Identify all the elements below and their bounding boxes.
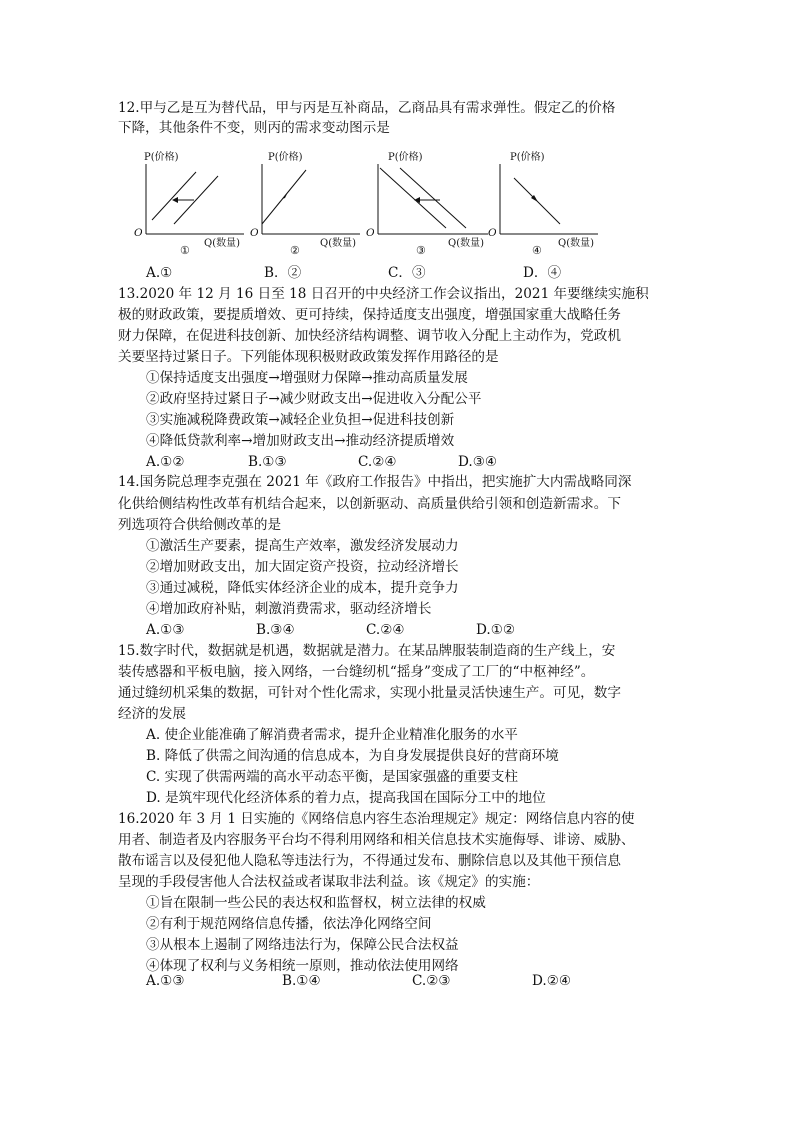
q12-graph-1	[126, 148, 251, 258]
q13-stem-line-1: 13.2020 年 12 月 16 日至 18 日召开的中央经济工作会议指出，2021 年要继续实施积	[118, 286, 649, 302]
q14-stem-line-3: 列选项符合供给侧改革的是	[118, 517, 282, 533]
q14-stem-line-2: 化供给侧结构性改革有机结合起来，以创新驱动、高质量供给引领和创造新需求。下	[118, 496, 621, 512]
q16-option-a[interactable]: A.①③	[146, 973, 185, 989]
q13-option-b[interactable]: B.①③	[248, 454, 287, 470]
q16-stem-line-1: 16.2020 年 3 月 1 日实施的《网络信息内容生态治理规定》规定：网络信息内容的使	[118, 811, 635, 827]
graph-2-origin: O	[250, 227, 259, 239]
q15-choice-b[interactable]: B. 降低了供需之间沟通的信息成本，为自身发展提供良好的营商环境	[146, 748, 559, 764]
q15-stem-line-1: 15.数字时代，数据就是机遇，数据就是潜力。在某品牌服装制造商的生产线上，安	[118, 643, 616, 659]
q13-stem-line-3: 财力保障，在促进科技创新、加快经济结构调整、调节收入分配上主动作为，党政机	[118, 328, 621, 344]
q13-item-3: ③实施减税降费政策→减轻企业负担→促进科技创新	[146, 412, 455, 428]
q13-stem-line-4: 关要坚持过紧日子。下列能体现积极财政政策发挥作用路径的是	[118, 349, 499, 365]
q13-item-2: ②政府坚持过紧日子→减少财政支出→促进收入分配公平	[146, 391, 482, 407]
q16-stem-line-2: 用者、制造者及内容服务平台均不得利用网络和相关信息技术实施侮辱、诽谤、威胁、	[118, 832, 635, 848]
q16-stem-line-4: 呈现的手段侵害他人合法权益或者谋取非法利益。该《规定》的实施：	[118, 874, 540, 890]
graph-4-number: ④	[532, 244, 542, 257]
q16-stem-line-3: 散布谣言以及侵犯他人隐私等违法行为，不得通过发布、删除信息以及其他干预信息	[118, 853, 621, 869]
q14-option-d[interactable]: D.①②	[476, 622, 516, 638]
graph-2-number: ②	[290, 244, 300, 257]
q15-stem-line-4: 经济的发展	[118, 706, 186, 722]
q15-choice-d[interactable]: D. 是筑牢现代化经济体系的着力点，提高我国在国际分工中的地位	[146, 790, 546, 806]
q15-stem-line-3: 通过缝纫机采集的数据，可针对个性化需求，实现小批量灵活快速生产。可见，数字	[118, 685, 621, 701]
graph-1-p-label: P(价格)	[144, 152, 179, 163]
q12-option-c[interactable]: C．③	[388, 265, 426, 281]
graph-3-number: ③	[416, 244, 426, 257]
graph-3-q-label: Q(数量)	[448, 238, 485, 249]
q12-option-b[interactable]: B．②	[264, 265, 302, 281]
q16-item-3: ③从根本上遏制了网络违法行为，保障公民合法权益	[146, 937, 459, 953]
q13-option-c[interactable]: C.②④	[358, 454, 397, 470]
graph-3-p-label: P(价格)	[388, 152, 423, 163]
q14-option-b[interactable]: B.③④	[256, 622, 295, 638]
q14-item-1: ①激活生产要素，提高生产效率，激发经济发展动力	[146, 538, 459, 554]
graph-2-p-label: P(价格)	[268, 152, 303, 163]
graph-3-origin: O	[366, 227, 375, 239]
graph-2-q-label: Q(数量)	[320, 238, 357, 249]
q16-item-2: ②有利于规范网络信息传播，依法净化网络空间	[146, 916, 432, 932]
q12-option-a[interactable]: A.①	[146, 265, 173, 281]
q16-item-4: ④体现了权利与义务相统一原则，推动依法使用网络	[146, 958, 459, 974]
q12-stem-line-1: 12.甲与乙是互为替代品，甲与丙是互补商品，乙商品具有需求弹性。假定乙的价格	[118, 100, 616, 116]
q14-option-c[interactable]: C.②④	[366, 622, 405, 638]
q16-option-d[interactable]: D.②④	[532, 973, 572, 989]
q15-choice-c[interactable]: C. 实现了供需两端的高水平动态平衡，是国家强盛的重要支柱	[146, 769, 518, 785]
q12-graph-3	[366, 148, 500, 258]
q14-item-2: ②增加财政支出，加大固定资产投资，拉动经济增长	[146, 559, 459, 575]
graph-1-origin: O	[134, 227, 143, 239]
q16-item-1: ①旨在限制一些公民的表达权和监督权，树立法律的权威	[146, 895, 486, 911]
q13-stem-line-2: 极的财政政策，要提质增效、更可持续，保持适度支出强度，增强国家重大战略任务	[118, 307, 621, 323]
q13-option-a[interactable]: A.①②	[146, 454, 185, 470]
q12-option-d[interactable]: D．④	[523, 265, 562, 281]
q14-stem-line-1: 14.国务院总理李克强在 2021 年《政府工作报告》中指出，把实施扩大内需战略同深	[118, 474, 632, 490]
graph-1-number: ①	[180, 244, 190, 257]
graph-4-origin: O	[488, 227, 497, 239]
q13-option-d[interactable]: D.③④	[458, 454, 498, 470]
q14-option-a[interactable]: A.①③	[146, 622, 185, 638]
q13-item-4: ④降低贷款利率→增加财政支出→推动经济提质增效	[146, 433, 455, 449]
graph-4-p-label: P(价格)	[510, 152, 545, 163]
q13-item-1: ①保持适度支出强度→增强财力保障→推动高质量发展	[146, 370, 468, 386]
q16-option-c[interactable]: C.②③	[412, 973, 451, 989]
q12-graph-2	[248, 148, 373, 258]
q12-stem-line-2: 下降，其他条件不变，则丙的需求变动图示是	[118, 120, 390, 136]
graph-4-q-label: Q(数量)	[558, 238, 595, 249]
q15-stem-line-2: 装传感器和平板电脑，接入网络，一台缝纫机“摇身”变成了工厂的“中枢神经”。	[118, 664, 595, 680]
q14-item-4: ④增加政府补贴，刺激消费需求，驱动经济增长	[146, 601, 432, 617]
q15-choice-a[interactable]: A. 使企业能准确了解消费者需求，提升企业精准化服务的水平	[146, 727, 518, 743]
q12-graph-4	[488, 148, 617, 258]
graph-1-q-label: Q(数量)	[204, 238, 241, 249]
q16-option-b[interactable]: B.①④	[282, 973, 321, 989]
q14-item-3: ③通过减税，降低实体经济企业的成本，提升竞争力	[146, 580, 459, 596]
